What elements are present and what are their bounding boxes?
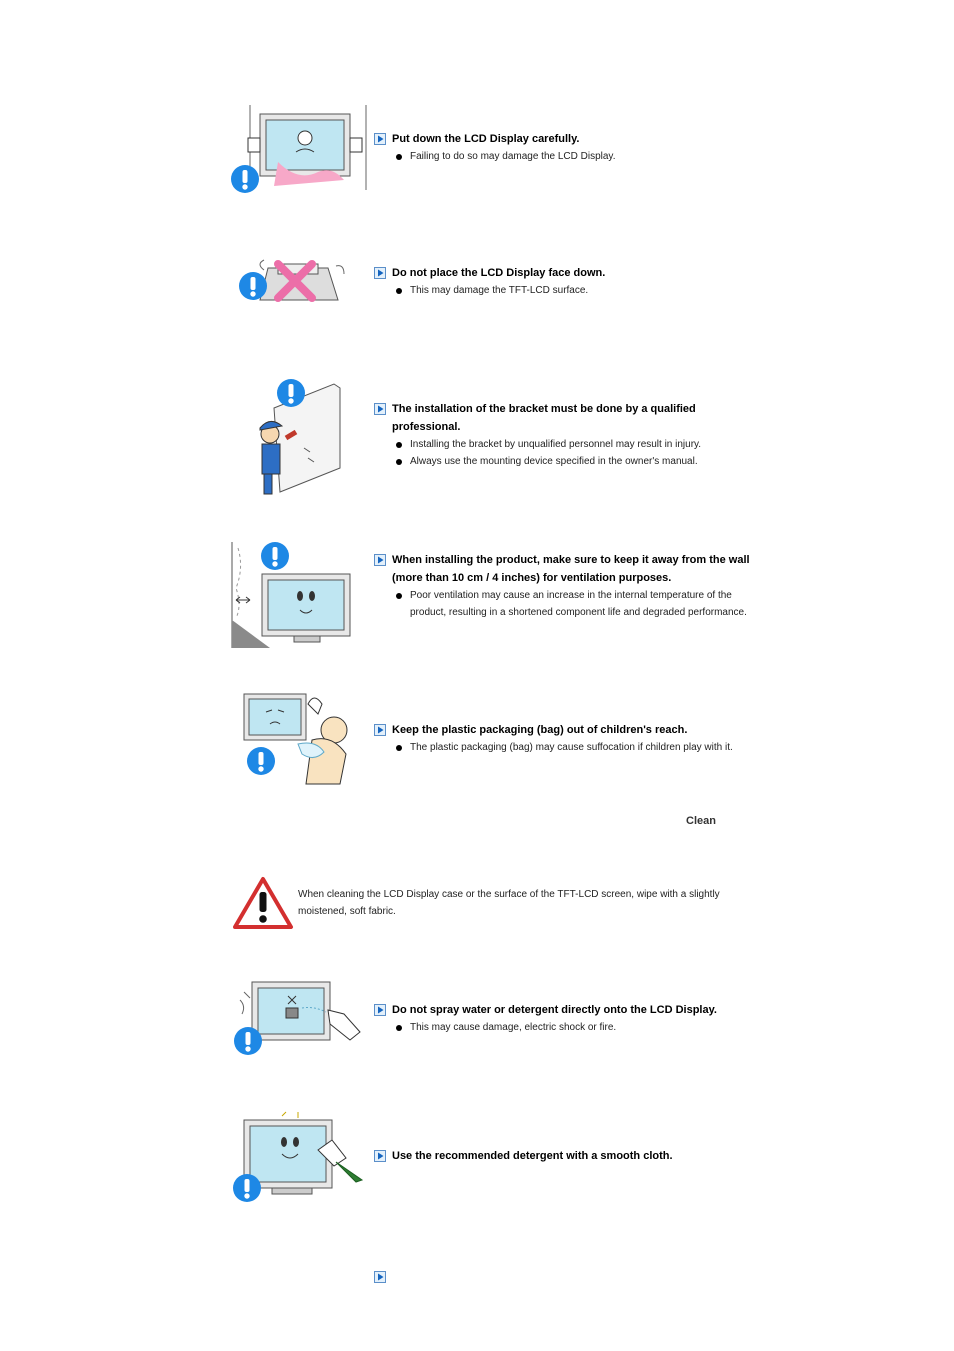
arrow-icon — [374, 1271, 386, 1283]
warning-triangle-icon — [232, 876, 294, 930]
section-face-down — [374, 264, 774, 299]
section-title: When installing the product, make sure to keep it away from the wall (more than 10 cm / 4 inches) for ventilation purposes. — [374, 551, 774, 587]
section-put-down-carefully — [374, 130, 774, 165]
bullet-dot-icon — [396, 459, 402, 465]
illustration-detergent-cloth — [232, 1110, 366, 1206]
illustration-bracket-installation — [252, 378, 344, 496]
illustration-plastic-bag-children — [238, 690, 352, 788]
section-title: Do not place the LCD Display face down. — [374, 264, 774, 282]
section-title: Do not spray water or detergent directly onto the LCD Display. — [374, 1001, 774, 1019]
bullet-dot-icon — [396, 442, 402, 448]
bullet-dot-icon — [396, 1025, 402, 1031]
caution-icon — [230, 164, 260, 194]
bullet-dot-icon — [396, 288, 402, 294]
section-plastic-bag — [374, 721, 774, 756]
illustration-put-down-carefully — [228, 100, 370, 196]
bullet-item: The plastic packaging (bag) may cause suffocation if children play with it. — [396, 739, 774, 756]
arrow-icon — [374, 724, 386, 736]
bullet-dot-icon — [396, 593, 402, 599]
bullet-item: This may damage the TFT-LCD surface. — [396, 282, 774, 299]
caution-icon — [246, 746, 276, 776]
arrow-icon — [374, 403, 386, 415]
illustration-wall-ventilation — [230, 540, 354, 652]
section-title: Keep the plastic packaging (bag) out of children's reach. — [374, 721, 774, 739]
bullet-item: Installing the bracket by unqualified personnel may result in injury. — [396, 436, 774, 453]
bullet-item: Always use the mounting device specified in the owner's manual. — [396, 453, 774, 470]
arrow-icon — [374, 267, 386, 279]
bullet-dot-icon — [396, 154, 402, 160]
section-bracket-installation — [374, 400, 774, 470]
section-title: The installation of the bracket must be done by a qualified professional. — [374, 400, 774, 436]
clean-warning-text: When cleaning the LCD Display case or the surface of the TFT-LCD screen, wipe with a slightly moistened, soft fabric. — [298, 889, 720, 917]
illustration-face-down — [238, 258, 354, 308]
caution-icon — [260, 541, 290, 571]
section-title: Put down the LCD Display carefully. — [374, 130, 774, 148]
bullet-item: Poor ventilation may cause an increase in the internal temperature of the product, resulting in a shortened component life and degraded performance. — [396, 587, 774, 621]
caution-icon — [276, 378, 306, 408]
section-detergent-cloth — [374, 1147, 774, 1165]
arrow-icon — [374, 1150, 386, 1162]
section-wall-ventilation — [374, 551, 774, 621]
illustration-no-spray — [232, 980, 368, 1058]
caution-icon — [233, 1026, 263, 1056]
bullet-item: This may cause damage, electric shock or fire. — [396, 1019, 774, 1036]
arrow-icon — [374, 554, 386, 566]
clean-heading: Clean — [686, 815, 716, 827]
caution-icon — [238, 271, 268, 301]
bullet-item: Failing to do so may damage the LCD Display. — [396, 148, 774, 165]
section-title: Use the recommended detergent with a smooth cloth. — [374, 1147, 774, 1165]
caution-icon — [232, 1173, 262, 1203]
section-no-spray — [374, 1001, 774, 1036]
arrow-icon — [374, 133, 386, 145]
bullet-dot-icon — [396, 745, 402, 751]
arrow-icon — [374, 1004, 386, 1016]
